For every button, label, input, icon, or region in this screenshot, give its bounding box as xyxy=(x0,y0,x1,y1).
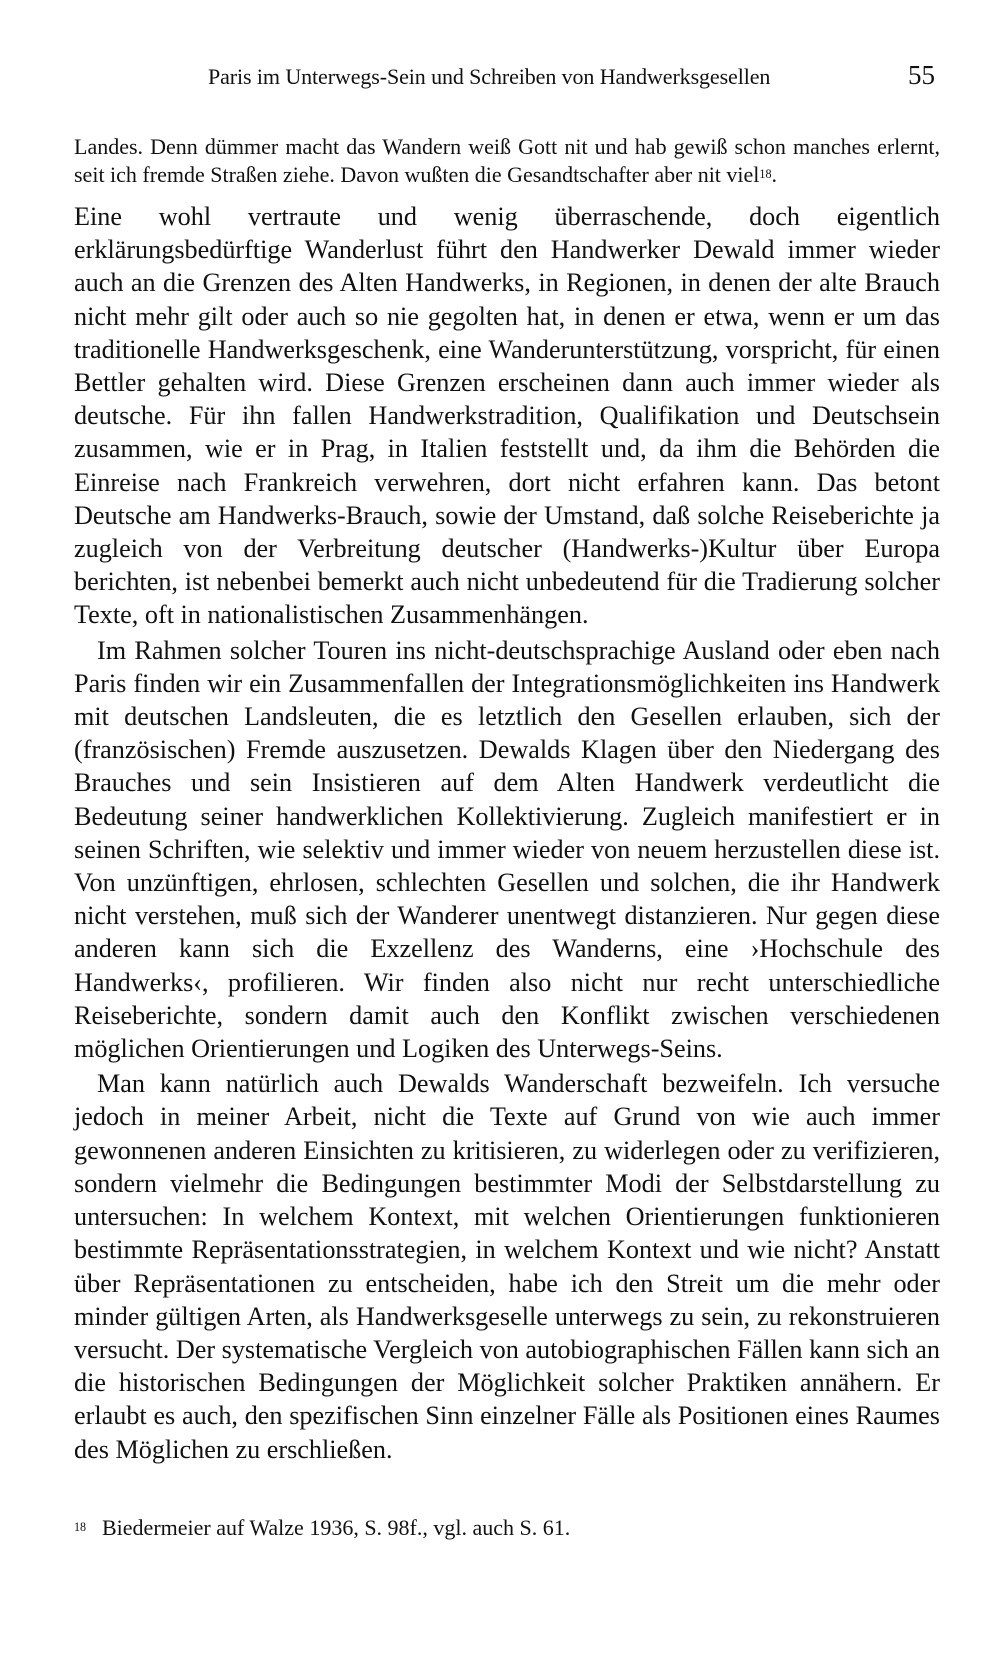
footnote: $^{18}$ Biedermeier auf Walze 1936, S. 98f., vgl. auch S. 61. xyxy=(74,1515,571,1540)
paragraph: Eine wohl vertraute und wenig überraschende, doch eigentlich erklärungsbedürftige Wanderlust führt den Handwerker Dewald immer wieder auch an die Grenzen des Alten Handwerks, in Regionen, in denen der alte Brauch nicht mehr gilt oder auch so nie gegolten hat, in denen er etwa, wenn er um das traditionelle Handwerksgeschenk, eine Wanderunterstützung, vorspricht, für einen Bettler gehalten wird. Diese Grenzen erscheinen dann auch immer wieder als deutsche. Für ihn fallen Handwerkstradition, Qualifikation und Deutschsein zusammen, wie er in Prag, in Italien feststellt und, da ihm die Behörden die Einreise nach Frankreich verwehren, dort nicht erfahren kann. Das betont Deutsche am Handwerks-Brauch, sowie der Umstand, daß solche Reiseberichte ja zugleich von der Verbreitung deutscher (Handwerks-)Kultur über Europa berichten, ist nebenbei bemerkt auch nicht unbedeutend für die Tradierung solcher Texte, oft in nationalistischen Zusammenhängen. xyxy=(74,202,940,630)
footnote-reference[interactable]: 18 xyxy=(759,166,772,181)
paragraph: Im Rahmen solcher Touren ins nicht-deutschsprachige Ausland oder eben nach Paris finden wir ein Zusammenfallen der Integrationsmöglichkeiten ins Handwerk mit deutschen Landsleuten, die es letztlich den Gesellen erlauben, sich der (französischen) Fremde auszusetzen. Dewalds Klagen über den Niedergang des Brauches und sein Insistieren auf dem Alten Handwerk verdeutlicht die Bedeutung seiner handwerklichen Kollektivierung. Zugleich manifestiert er in seinen Schriften, wie selektiv und immer wieder von neuem herzustellen diese ist. Von unzünftigen, ehrlosen, schlechten Gesellen und solchen, die ihr Handwerk nicht verstehen, muß sich der Wanderer unentwegt distanzieren. Nur gegen diese anderen kann sich die Exzellenz des Wanderns, eine ›Hochschule des Handwerks‹, profilieren. Wir finden also nicht nur recht unterschiedliche Reiseberichte, sondern damit auch den Konflikt zwischen verschiedenen möglichen Orientierungen und Logiken des Unterwegs-Seins. xyxy=(74,635,940,1064)
quote-end: . xyxy=(771,162,777,187)
footnote-text: Biedermeier auf Walze 1936, S. 98f., vgl. auch S. 61. xyxy=(102,1515,571,1540)
running-title: Paris im Unterwegs-Sein und Schreiben von Handwerksgesellen xyxy=(208,64,771,89)
body-text xyxy=(74,200,940,1468)
quote-text: Landes. Denn dümmer macht das Wandern weiß Gott nit und hab gewiß schon manches erlernt, seit ich fremde Straßen ziehe. Davon wußten die Gesandtschafter aber nit viel xyxy=(74,134,940,187)
paragraph: Man kann natürlich auch Dewalds Wanderschaft bezweifeln. Ich versuche jedoch in meiner Arbeit, nicht die Texte auf Grund von wie auch immer gewonnenen anderen Einsichten zu kritisieren, zu widerlegen oder zu verifizieren, sondern vielmehr die Bedingungen bestimmter Modi der Selbstdarstellung zu untersuchen: In welchem Kontext, mit welchen Orientierungen funktionieren bestimmte Repräsentationsstrategien, in welchem Kontext und wie nicht? Anstatt über Repräsentationen zu entscheiden, habe ich den Streit um die mehr oder minder gültigen Arten, als Handwerksgeselle unterwegs zu sein, zu rekonstruieren versucht. Der systematische Vergleich von autobiographischen Fällen kann sich an die historischen Bedingungen der Möglichkeit solcher Praktiken annähern. Er erlaubt es auch, den spezifischen Sinn einzelner Fälle als Positionen eines Raumes des Möglichen zu erschließen. xyxy=(74,1069,940,1464)
page-number: 55 xyxy=(908,60,935,90)
block-quote xyxy=(74,133,940,189)
